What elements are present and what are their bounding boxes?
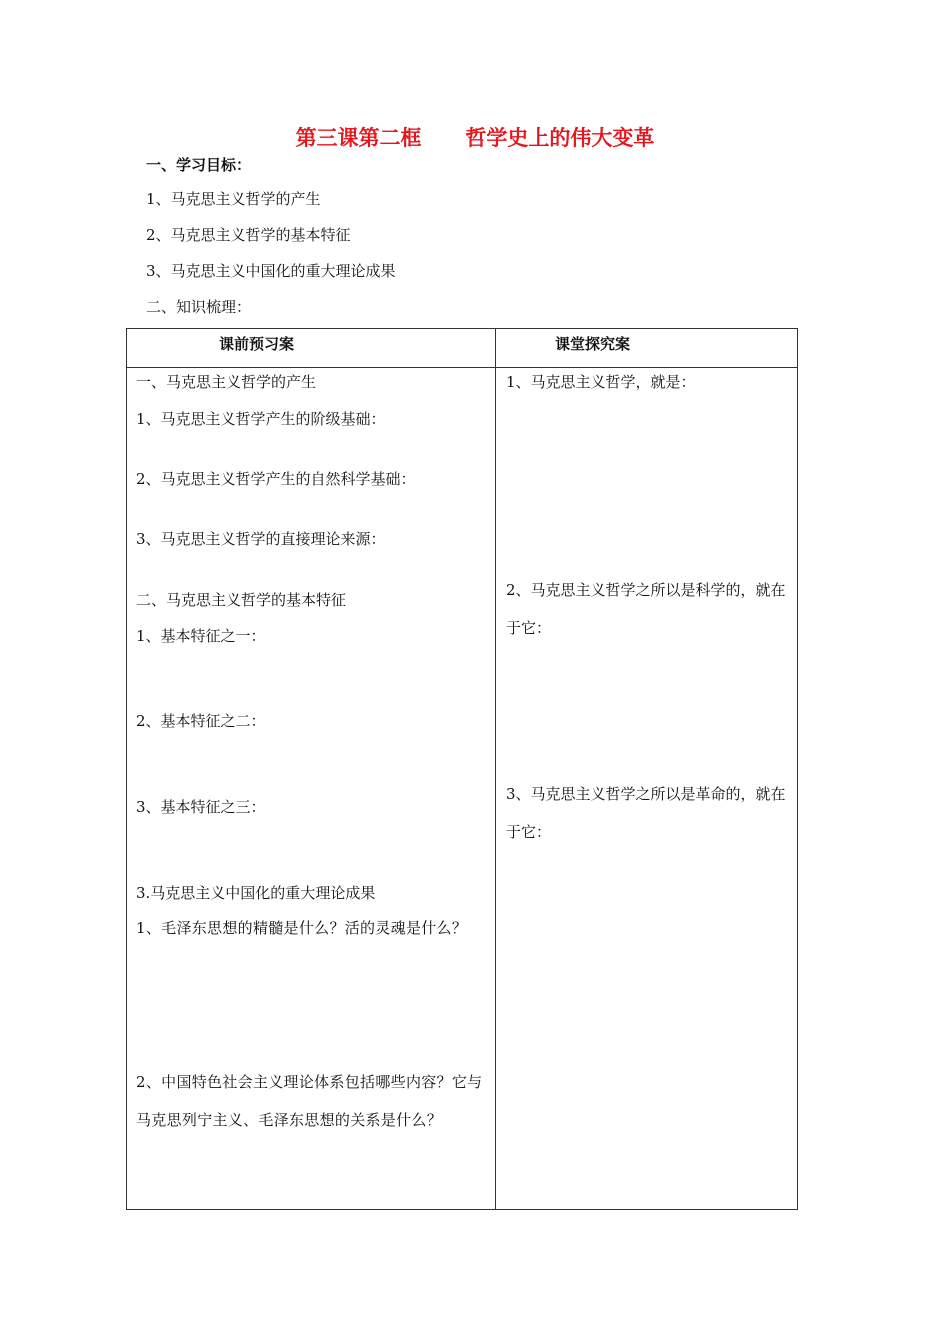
right-line-1: 1、马克思主义哲学，就是：: [506, 373, 696, 391]
header-divider: [127, 367, 797, 368]
learning-goals-heading: 一、学习目标：: [146, 156, 252, 174]
left-line-8: 3、基本特征之三：: [136, 798, 266, 816]
left-line-4: 3、马克思主义哲学的直接理论来源：: [136, 530, 386, 548]
left-line-2: 1、马克思主义哲学产生的阶级基础：: [136, 410, 386, 428]
study-table: [126, 328, 798, 1210]
knowledge-heading: 二、知识梳理：: [146, 298, 252, 316]
left-line-9: 3.马克思主义中国化的重大理论成果: [136, 884, 376, 902]
left-line-1: 一、马克思主义哲学的产生: [136, 373, 317, 391]
right-line-3: 3、马克思主义哲学之所以是革命的，就在于它：: [506, 785, 786, 841]
goal-item-2: 2、马克思主义哲学的基本特征: [146, 226, 351, 244]
left-line-6: 1、基本特征之一：: [136, 627, 266, 645]
left-line-5: 二、马克思主义哲学的基本特征: [136, 591, 347, 609]
right-line-2: 2、马克思主义哲学之所以是科学的，就在于它：: [506, 581, 786, 637]
header-preview: 课前预习案: [219, 335, 295, 353]
left-question-2: 2、中国特色社会主义理论体系包括哪些内容？它与马克思列宁主义、毛泽东思想的关系是什么？: [136, 1073, 483, 1129]
header-inquiry: 课堂探究案: [555, 335, 631, 353]
page-title: 第三课第二框 哲学史上的伟大变革: [295, 126, 655, 150]
left-line-7: 2、基本特征之二：: [136, 712, 266, 730]
left-line-3: 2、马克思主义哲学产生的自然科学基础：: [136, 470, 416, 488]
left-question-1: 1、毛泽东思想的精髓是什么？活的灵魂是什么？: [136, 919, 468, 937]
goal-item-3: 3、马克思主义中国化的重大理论成果: [146, 262, 396, 280]
goal-item-1: 1、马克思主义哲学的产生: [146, 190, 321, 208]
column-divider: [495, 329, 496, 1209]
